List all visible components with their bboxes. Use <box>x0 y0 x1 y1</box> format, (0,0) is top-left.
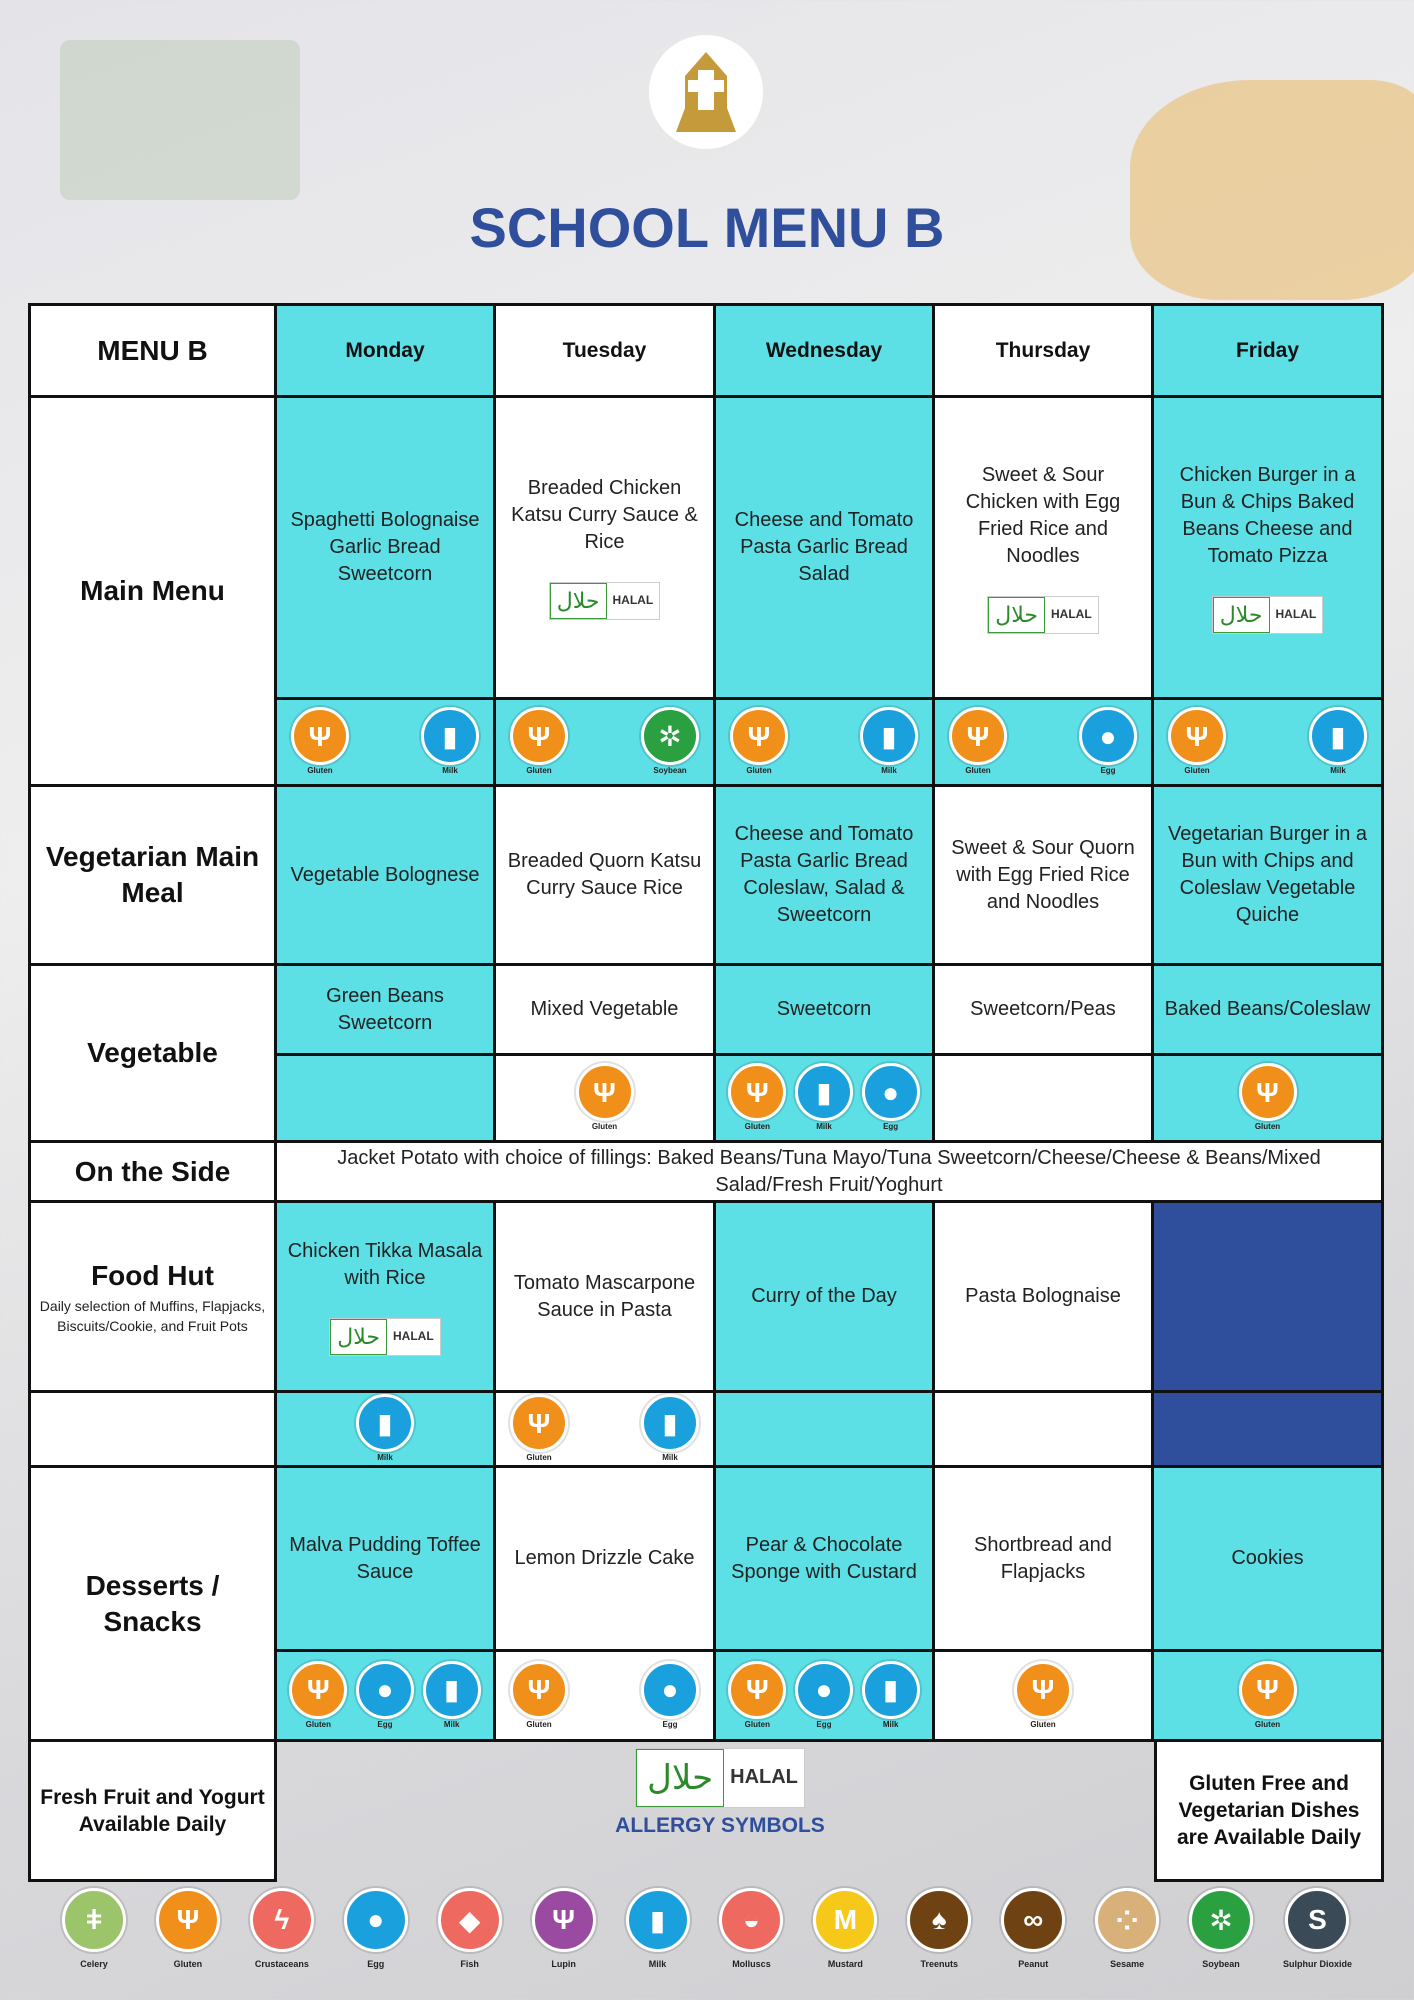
allergen-peanut <box>1001 1888 1065 1970</box>
allergen-milk <box>860 707 918 777</box>
gluten-icon: Ψ <box>289 1661 347 1719</box>
allergen-label: Gluten <box>591 1122 618 1131</box>
dish-text: Cheese and Tomato Pasta Garlic Bread Salad <box>734 509 914 585</box>
dessert-cell <box>932 1465 1154 1652</box>
allergen-label: Lupin <box>551 1959 576 1969</box>
vegetarian-cell <box>932 784 1154 966</box>
food-hut-cell <box>274 1200 496 1393</box>
egg-icon: ● <box>795 1661 853 1719</box>
allergen-label: Soybean <box>653 766 687 775</box>
allergen-label: Treenuts <box>920 1959 959 1969</box>
allergen-fish <box>438 1888 502 1970</box>
milk-icon: ▮ <box>421 707 479 765</box>
day-header-tuesday <box>493 303 716 398</box>
allergen-label: Gluten <box>526 766 552 775</box>
allergen-label: Gluten <box>1254 1122 1281 1131</box>
allergen-milk <box>641 1394 699 1464</box>
school-logo <box>644 30 768 154</box>
vegetable-cell <box>713 963 935 1056</box>
allergen-label: Milk <box>377 1453 393 1462</box>
allergen-icons <box>285 707 485 777</box>
vegetable-allergens-cell <box>1151 1053 1384 1143</box>
day-header-thursday <box>932 303 1154 398</box>
dessert-allergens-cell <box>1151 1649 1384 1742</box>
allergen-egg <box>795 1661 853 1731</box>
main-allergens-cell <box>274 697 496 787</box>
allergen-molluscs <box>719 1888 783 1970</box>
dessert-cell <box>493 1465 716 1652</box>
halal-badge <box>987 596 1098 634</box>
vegetable-allergens-cell <box>932 1053 1154 1143</box>
sesame-icon: ⁘ <box>1095 1888 1159 1952</box>
allergen-sesame <box>1095 1888 1159 1970</box>
dish-text: Pasta Bolognaise <box>965 1285 1121 1307</box>
allergen-milk <box>423 1661 481 1731</box>
allergen-gluten <box>510 1394 568 1464</box>
milk-icon: ▮ <box>1309 707 1367 765</box>
dish-text: Mixed Vegetable <box>530 998 679 1020</box>
allergen-gluten <box>289 1661 347 1731</box>
fish-icon: ◆ <box>438 1888 502 1952</box>
allergen-icons <box>504 1394 705 1464</box>
allergen-label: Gluten <box>526 1453 552 1462</box>
allergen-icons <box>724 1063 924 1133</box>
gluten-icon: Ψ <box>510 1394 568 1452</box>
allergen-gluten <box>291 707 349 777</box>
gluten-icon: Ψ <box>1239 1661 1297 1719</box>
main-menu-cell <box>1151 395 1384 700</box>
allergen-gluten <box>728 1661 786 1731</box>
food-hut-description: Daily selection of Muffins, Flapjacks, Biscuits/Cookie, and Fruit Pots <box>39 1297 266 1334</box>
food-hut-allergens-cell <box>713 1390 935 1468</box>
soybean-icon: ✲ <box>641 707 699 765</box>
day-header-monday <box>274 303 496 398</box>
dish-text: Lemon Drizzle Cake <box>514 1547 695 1569</box>
allergen-label: Egg <box>662 1719 678 1729</box>
halal-arabic: حلال <box>636 1749 724 1807</box>
day-label: Wednesday <box>765 339 883 362</box>
soybean-icon: ✲ <box>1189 1888 1253 1952</box>
main-allergens-cell <box>493 697 716 787</box>
milk-icon: ▮ <box>641 1394 699 1452</box>
allergen-label: Milk <box>816 1122 832 1131</box>
allergy-symbols-header <box>590 1748 850 1838</box>
allergen-label: Egg <box>367 1959 385 1969</box>
allergen-label: Gluten <box>173 1959 203 1969</box>
food-hut-allergens-cell <box>1151 1390 1384 1468</box>
vegetable-cell <box>493 963 716 1056</box>
dish-text: Cookies <box>1231 1547 1304 1569</box>
footer-fresh-fruit <box>28 1739 277 1882</box>
gluten-icon: Ψ <box>156 1888 220 1952</box>
halal-label: HALAL <box>730 1766 798 1788</box>
allergen-milk <box>795 1063 853 1133</box>
allergen-treenuts <box>907 1888 971 1970</box>
dessert-cell <box>713 1465 935 1652</box>
allergen-legend <box>62 1888 1352 1970</box>
allergen-label: Gluten <box>746 766 772 775</box>
allergen-icons <box>285 1394 485 1464</box>
halal-badge <box>549 582 660 620</box>
allergen-label: Molluscs <box>732 1959 771 1969</box>
allergen-label: Soybean <box>1202 1959 1240 1969</box>
treenuts-icon: ♠ <box>907 1888 971 1952</box>
allergen-gluten <box>510 1661 568 1731</box>
allergen-gluten <box>1014 1661 1072 1731</box>
corner-cell <box>28 303 277 398</box>
food-hut-allergens-cell <box>274 1390 496 1468</box>
vegetarian-cell <box>713 784 935 966</box>
egg-icon: ● <box>641 1661 699 1719</box>
row-label: Main Menu <box>80 575 225 606</box>
main-menu-cell <box>932 395 1154 700</box>
allergen-icons <box>504 1661 705 1731</box>
footer-text: Gluten Free and Vegetarian Dishes are Available Daily <box>1176 1772 1362 1849</box>
dish-text: Vegetable Bolognese <box>290 863 480 886</box>
allergen-label: Gluten <box>744 1719 770 1729</box>
food-hut-cell <box>493 1200 716 1393</box>
gluten-icon: Ψ <box>1239 1063 1297 1121</box>
allergen-label: Milk <box>882 1719 899 1729</box>
row-label: Vegetarian Main Meal <box>45 841 260 908</box>
row-label-food-hut <box>28 1200 277 1393</box>
gluten-icon: Ψ <box>291 707 349 765</box>
day-label: Friday <box>1235 339 1300 362</box>
food-hut-allergens-cell <box>493 1390 716 1468</box>
allergen-milk <box>626 1888 690 1970</box>
allergen-crustaceans <box>250 1888 314 1970</box>
day-label: Monday <box>345 339 425 362</box>
allergen-icons <box>504 707 705 777</box>
dish-text: Sweet & Sour Quorn with Egg Fried Rice and Noodles <box>951 836 1135 913</box>
gluten-icon: Ψ <box>1168 707 1226 765</box>
allergen-label: Milk <box>443 1719 460 1729</box>
sandwich-illustration <box>1130 80 1414 300</box>
side-text: Jacket Potato with choice of fillings: Baked Beans/Tuna Mayo/Tuna Sweetcorn/Cheese/Cheese & Beans/Mixed Salad/Fresh Fruit/Yoghurt <box>337 1146 1321 1196</box>
egg-icon: ● <box>344 1888 408 1952</box>
page-title: SCHOOL MENU B <box>469 196 945 259</box>
gluten-icon: Ψ <box>510 1661 568 1719</box>
allergen-icons <box>285 1661 485 1731</box>
allergen-label: Gluten <box>1184 766 1210 775</box>
vegetable-allergens-cell <box>493 1053 716 1143</box>
vegetable-allergens-cell <box>274 1053 496 1143</box>
allergen-label: Gluten <box>965 766 991 775</box>
dish-text: Malva Pudding Toffee Sauce <box>289 1533 481 1583</box>
vegetarian-cell <box>1151 784 1384 966</box>
allergen-label: Egg <box>1100 766 1116 775</box>
sulphur-dioxide-icon: S <box>1285 1888 1349 1952</box>
halal-label: HALAL <box>1051 606 1092 621</box>
allergen-label: Mustard <box>827 1959 863 1969</box>
allergen-label: Celery <box>80 1959 108 1969</box>
day-header-wednesday <box>713 303 935 398</box>
allergen-soybean <box>1189 1888 1253 1970</box>
dish-text: Sweetcorn/Peas <box>970 998 1116 1020</box>
milk-icon: ▮ <box>356 1394 414 1452</box>
halal-badge <box>635 1748 805 1808</box>
food-hut-allergens-cell <box>932 1390 1154 1468</box>
halal-arabic: حلال <box>550 583 607 619</box>
allergen-gluten <box>156 1888 220 1970</box>
egg-icon: ● <box>862 1063 920 1121</box>
food-hut-cell <box>1151 1200 1384 1393</box>
allergen-egg <box>641 1661 699 1731</box>
dish-text: Vegetarian Burger in a Bun with Chips and Coleslaw Vegetable Quiche <box>1167 823 1368 926</box>
peanut-icon: ∞ <box>1001 1888 1065 1952</box>
main-menu-cell <box>713 395 935 700</box>
food-hut-cell <box>932 1200 1154 1393</box>
dish-text: Pear & Chocolate Sponge with Custard <box>731 1533 917 1583</box>
dish-text: Sweet & Sour Chicken with Egg Fried Rice and Noodles <box>965 463 1121 567</box>
allergen-icons <box>1162 1661 1373 1731</box>
dish-text: Green Beans Sweetcorn <box>326 984 444 1034</box>
allergen-egg <box>344 1888 408 1970</box>
vegetable-cell <box>932 963 1154 1056</box>
molluscs-icon: ◒ <box>719 1888 783 1952</box>
lupin-icon: Ψ <box>532 1888 596 1952</box>
allergen-egg <box>1079 707 1137 777</box>
dish-text: Sweetcorn <box>776 998 872 1020</box>
allergen-label: Milk <box>442 766 458 775</box>
dish-text: Shortbread and Flapjacks <box>974 1533 1112 1583</box>
row-label-desserts <box>28 1465 277 1742</box>
milk-icon: ▮ <box>626 1888 690 1952</box>
allergen-label: Milk <box>881 766 897 775</box>
gluten-icon: Ψ <box>510 707 568 765</box>
dish-text: Cheese and Tomato Pasta Garlic Bread Coleslaw, Salad & Sweetcorn <box>734 823 914 926</box>
allergen-label: Gluten <box>307 766 333 775</box>
vegetable-cell <box>274 963 496 1056</box>
allergen-milk <box>1309 707 1367 777</box>
allergy-symbols-title: ALLERGY SYMBOLS <box>615 1814 825 1837</box>
dish-text: Tomato Mascarpone Sauce in Pasta <box>513 1271 696 1321</box>
day-label: Tuesday <box>562 339 647 362</box>
allergen-milk <box>862 1661 920 1731</box>
milk-icon: ▮ <box>862 1661 920 1719</box>
dish-text: Chicken Tikka Masala with Rice <box>287 1239 483 1289</box>
row-label-on-the-side <box>28 1140 277 1203</box>
allergen-celery <box>62 1888 126 1970</box>
dessert-allergens-cell <box>932 1649 1154 1742</box>
dish-text: Baked Beans/Coleslaw <box>1164 998 1371 1020</box>
allergen-sulphur-dioxide <box>1283 1888 1352 1970</box>
vegetarian-cell <box>274 784 496 966</box>
dish-text: Breaded Chicken Katsu Curry Sauce & Rice <box>511 477 698 553</box>
corner-label: MENU B <box>97 334 208 366</box>
allergen-icons <box>943 707 1143 777</box>
allergen-mustard <box>813 1888 877 1970</box>
allergen-label: Gluten <box>744 1122 770 1131</box>
day-header-friday <box>1151 303 1384 398</box>
allergen-label: Sesame <box>1110 1959 1145 1969</box>
allergen-label: Egg <box>883 1122 899 1131</box>
egg-icon: ● <box>1079 707 1137 765</box>
halal-arabic: حلال <box>330 1319 387 1355</box>
halal-arabic: حلال <box>1213 597 1270 633</box>
dish-text: Spaghetti Bolognaise Garlic Bread Sweetcorn <box>290 509 480 585</box>
allergen-label: Milk <box>1330 766 1346 775</box>
allergen-label: Egg <box>816 1719 832 1729</box>
allergen-label: Milk <box>662 1453 678 1462</box>
milk-icon: ▮ <box>860 707 918 765</box>
main-allergens-cell <box>932 697 1154 787</box>
gluten-icon: Ψ <box>728 1661 786 1719</box>
dessert-cell <box>274 1465 496 1652</box>
halal-badge <box>329 1318 440 1356</box>
gluten-icon: Ψ <box>576 1063 634 1121</box>
egg-icon: ● <box>356 1661 414 1719</box>
allergen-gluten <box>730 707 788 777</box>
allergen-icons <box>1162 707 1373 777</box>
allergen-label: Peanut <box>1018 1959 1049 1969</box>
milk-icon: ▮ <box>423 1661 481 1719</box>
dessert-allergens-cell <box>493 1649 716 1742</box>
day-label: Thursday <box>995 339 1091 362</box>
row-label: On the Side <box>74 1155 231 1187</box>
halal-label: HALAL <box>393 1328 434 1343</box>
allergen-label: Sulphur Dioxide <box>1282 1959 1352 1969</box>
allergen-label: Fish <box>460 1959 479 1969</box>
row-label: Desserts / Snacks <box>85 1569 220 1637</box>
gluten-icon: Ψ <box>728 1063 786 1121</box>
allergen-label: Egg <box>377 1719 393 1729</box>
footer-gluten-free <box>1154 1739 1384 1882</box>
allergen-label: Gluten <box>305 1719 331 1729</box>
allergen-gluten <box>576 1063 634 1133</box>
row-label: Food Hut <box>91 1259 214 1291</box>
allergen-egg <box>356 1661 414 1731</box>
dessert-allergens-cell <box>274 1649 496 1742</box>
vegetarian-cell <box>493 784 716 966</box>
main-menu-cell <box>493 395 716 700</box>
dish-text: Curry of the Day <box>751 1285 897 1307</box>
halal-label: HALAL <box>1275 606 1317 621</box>
on-the-side-cell <box>274 1140 1384 1203</box>
row-label-vegetarian <box>28 784 277 966</box>
allergen-icons <box>724 707 924 777</box>
allergen-label: Milk <box>648 1959 667 1969</box>
allergen-icons <box>1162 1063 1373 1133</box>
dessert-cell <box>1151 1465 1384 1652</box>
allergen-label: Crustaceans <box>254 1959 309 1969</box>
row-label-main-menu <box>28 395 277 787</box>
allergen-label: Gluten <box>526 1719 552 1729</box>
allergen-icons <box>724 1661 924 1731</box>
allergen-lupin <box>532 1888 596 1970</box>
allergen-milk <box>421 707 479 777</box>
flags-decoration <box>60 40 300 200</box>
allergen-icons <box>943 1661 1143 1731</box>
dish-text: Chicken Burger in a Bun & Chips Baked Beans Cheese and Tomato Pizza <box>1179 463 1356 567</box>
allergen-gluten <box>510 707 568 777</box>
allergen-gluten <box>1168 707 1226 777</box>
dish-text: Breaded Quorn Katsu Curry Sauce Rice <box>507 850 702 899</box>
halal-badge <box>1212 596 1323 634</box>
row-label-vegetable <box>28 963 277 1143</box>
gluten-icon: Ψ <box>949 707 1007 765</box>
food-hut-cell <box>713 1200 935 1393</box>
vegetable-cell <box>1151 963 1384 1056</box>
vegetable-allergens-cell <box>713 1053 935 1143</box>
mustard-icon: M <box>813 1888 877 1952</box>
allergen-egg <box>862 1063 920 1133</box>
halal-label: HALAL <box>612 593 654 607</box>
dessert-allergens-cell <box>713 1649 935 1742</box>
gluten-icon: Ψ <box>730 707 788 765</box>
main-menu-cell <box>274 395 496 700</box>
crustaceans-icon: ϟ <box>250 1888 314 1952</box>
gluten-icon: Ψ <box>1014 1661 1072 1719</box>
allergen-soybean <box>641 707 699 777</box>
allergen-icons <box>504 1063 705 1133</box>
halal-arabic: حلال <box>988 597 1045 633</box>
empty-cell <box>28 1390 277 1468</box>
footer-text: Fresh Fruit and Yogurt Available Daily <box>40 1785 265 1836</box>
main-allergens-cell <box>713 697 935 787</box>
main-allergens-cell <box>1151 697 1384 787</box>
allergen-label: Gluten <box>1254 1719 1281 1729</box>
milk-icon: ▮ <box>795 1063 853 1121</box>
allergen-gluten <box>1239 1063 1297 1133</box>
celery-icon: ǂ <box>62 1888 126 1952</box>
allergen-milk <box>356 1394 414 1464</box>
allergen-label: Gluten <box>1030 1719 1056 1729</box>
row-label: Vegetable <box>87 1037 218 1068</box>
allergen-gluten <box>1239 1661 1297 1731</box>
allergen-gluten <box>728 1063 786 1133</box>
allergen-gluten <box>949 707 1007 777</box>
